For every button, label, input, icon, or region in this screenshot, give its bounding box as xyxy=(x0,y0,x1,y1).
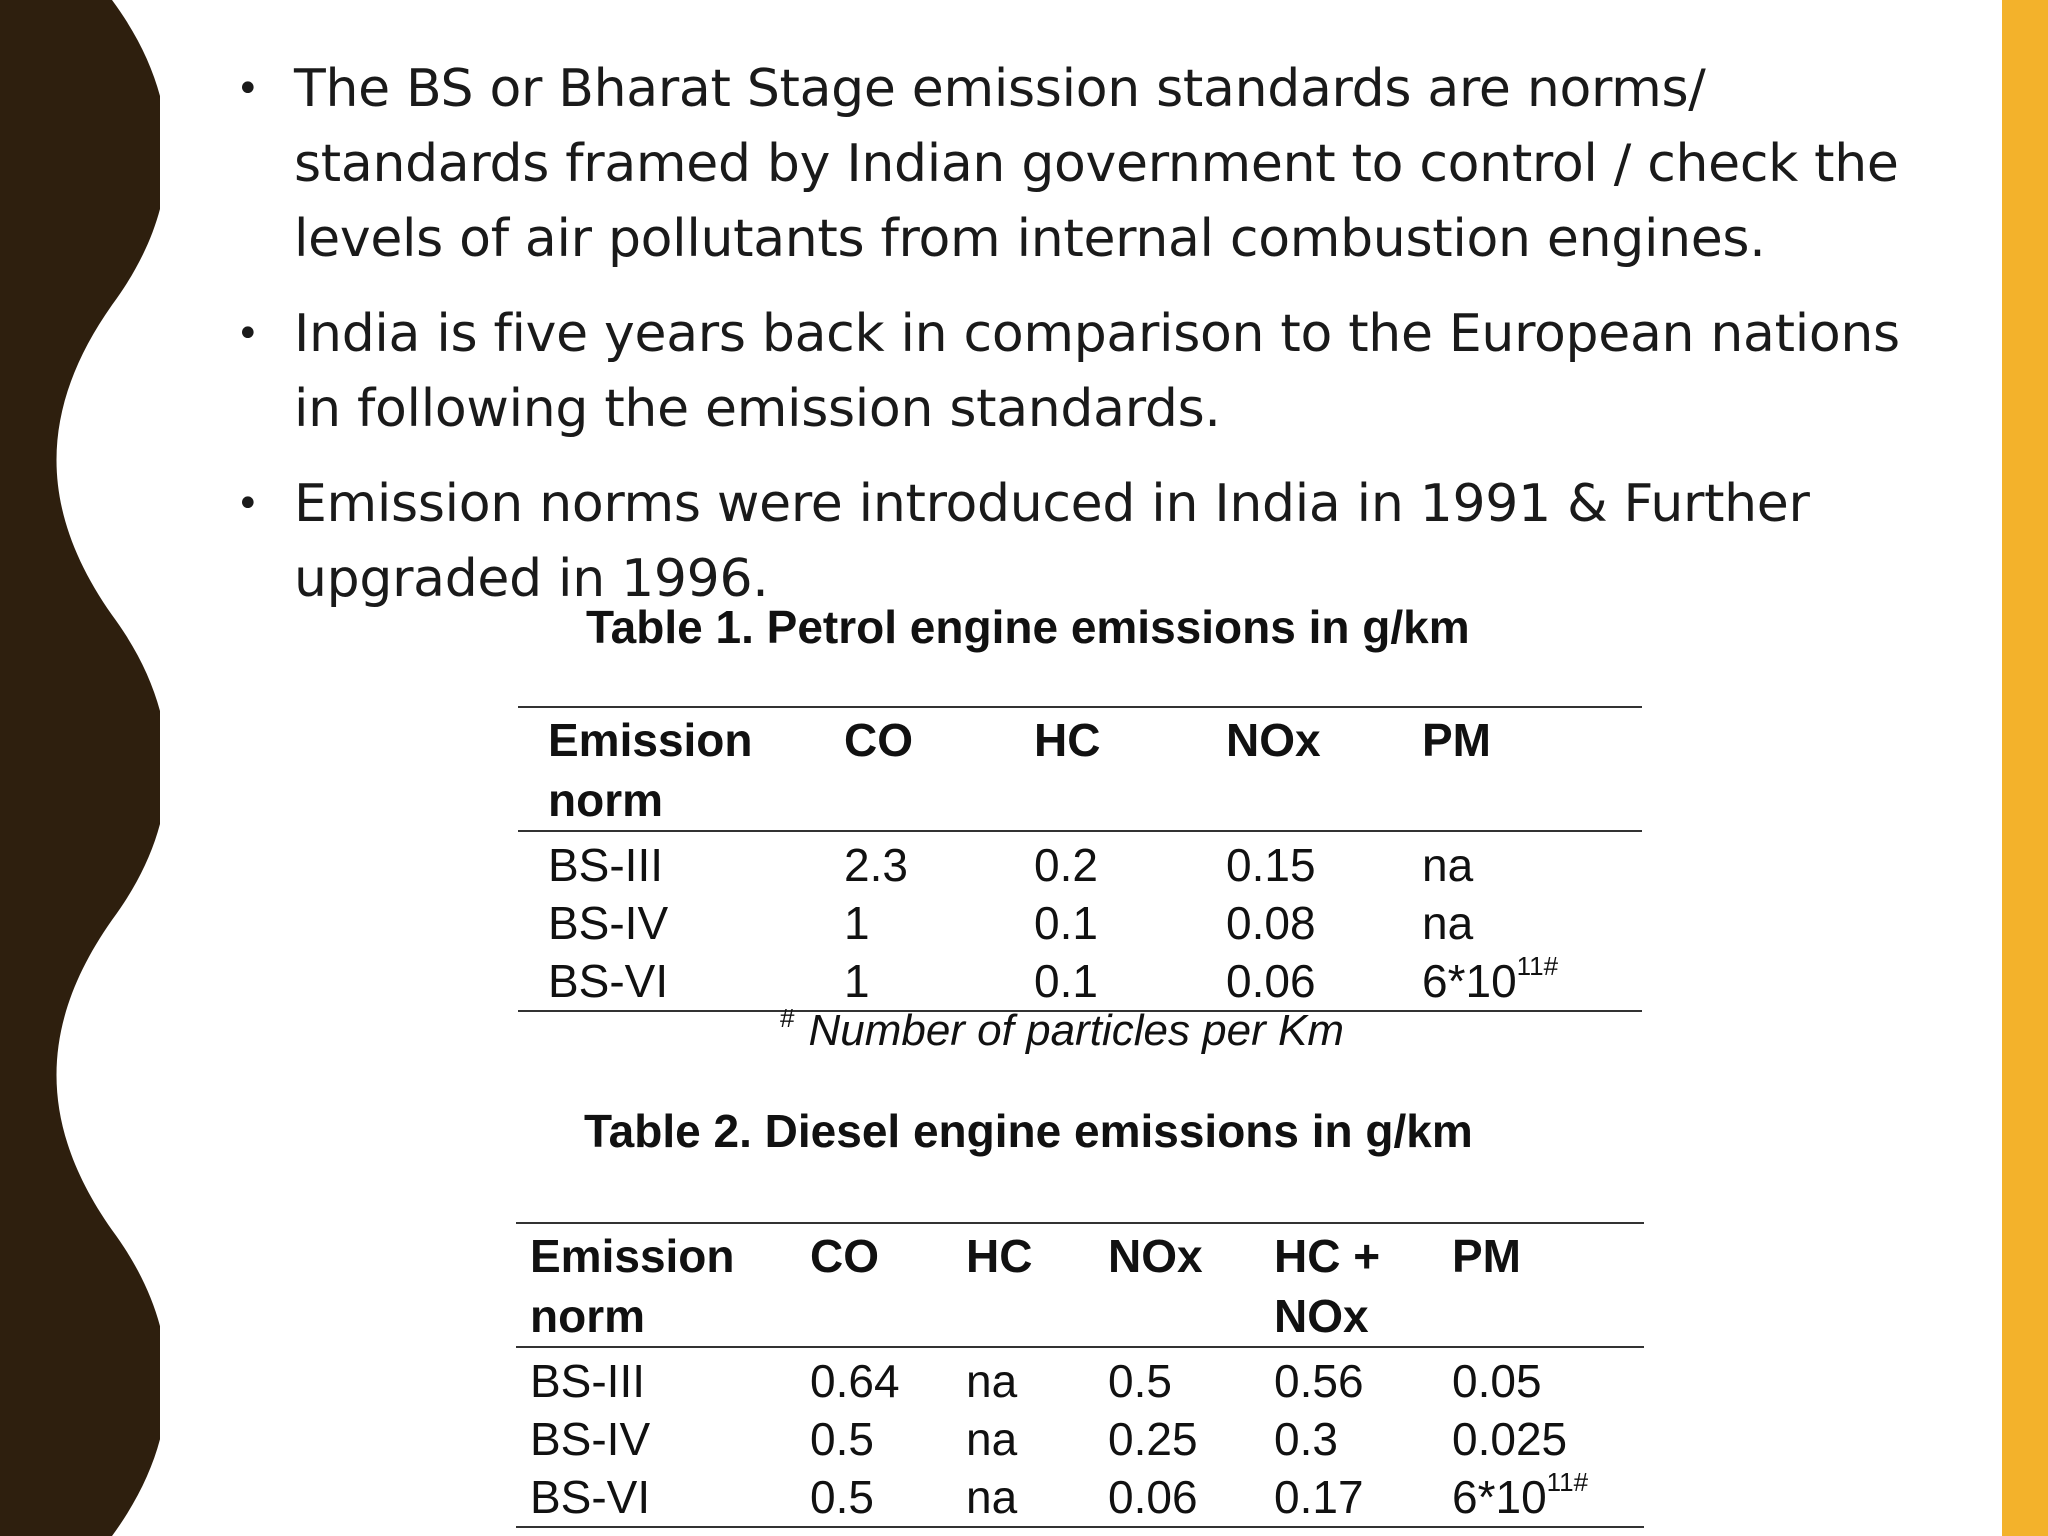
bullet-list xyxy=(236,52,1936,617)
table-cell: 0.08 xyxy=(1226,897,1316,949)
table-cell: 1 xyxy=(844,955,870,1007)
footnote-text: Number of particles per Km xyxy=(808,1006,1344,1055)
table-cell: na xyxy=(966,1471,1018,1523)
table-cell: 0.1 xyxy=(1034,955,1098,1007)
table-row xyxy=(518,831,1642,894)
bullet-text: The BS or Bharat Stage emission standards are norms/ standards framed by Indian government to control / check the levels of air pollutants from internal combustion engines. xyxy=(294,59,1899,269)
table-cell: BS-III xyxy=(548,839,664,891)
bullet-item xyxy=(236,467,1936,617)
table-cell xyxy=(1422,952,1642,1011)
table-cell: 0.15 xyxy=(1226,839,1316,891)
table-cell: BS-VI xyxy=(530,1471,651,1523)
header-cell: CO xyxy=(810,1230,879,1282)
footnote-mark: # xyxy=(780,1003,795,1033)
right-accent-bar xyxy=(2002,0,2048,1536)
bullet-item xyxy=(236,52,1936,277)
table-cell: 0.06 xyxy=(1226,955,1316,1007)
table-cell: 2.3 xyxy=(844,839,908,891)
header-cell: Emission norm xyxy=(548,714,753,826)
table-header-row xyxy=(516,1223,1644,1347)
table-cell: BS-IV xyxy=(548,897,669,949)
table-cell: 0.2 xyxy=(1034,839,1098,891)
table-row xyxy=(516,1410,1644,1468)
table-cell: 0.5 xyxy=(810,1413,874,1465)
table-cell: 0.5 xyxy=(1108,1355,1172,1407)
bullet-dot-icon: • xyxy=(236,66,260,112)
table-cell: na xyxy=(1422,839,1474,891)
table-row xyxy=(518,952,1642,1011)
table-cell: na xyxy=(966,1355,1018,1407)
table-row xyxy=(516,1347,1644,1410)
table-cell: BS-IV xyxy=(530,1413,651,1465)
header-cell: HC xyxy=(1034,714,1101,766)
table1-footnote xyxy=(780,1003,1344,1056)
table-cell: 0.17 xyxy=(1274,1471,1364,1523)
bullet-text: India is five years back in comparison to the European nations in following the emission standards. xyxy=(294,304,1900,439)
table-header-row xyxy=(518,707,1642,831)
table-cell: 0.1 xyxy=(1034,897,1098,949)
table-cell: BS-III xyxy=(530,1355,646,1407)
table-cell: na xyxy=(966,1413,1018,1465)
header-cell: PM xyxy=(1452,1230,1521,1282)
table-row xyxy=(518,894,1642,952)
pm-base-value: 6*10 xyxy=(1452,1471,1547,1523)
header-cell: CO xyxy=(844,714,913,766)
table-cell: 1 xyxy=(844,897,870,949)
pm-exponent: 11# xyxy=(1516,951,1559,981)
table1-caption: Table 1. Petrol engine emissions in g/km xyxy=(586,601,1470,653)
table2-caption: Table 2. Diesel engine emissions in g/km xyxy=(584,1105,1473,1157)
header-cell: Emission norm xyxy=(530,1230,735,1342)
table-cell: 0.05 xyxy=(1452,1355,1542,1407)
table-row xyxy=(516,1468,1644,1527)
table-cell: 0.25 xyxy=(1108,1413,1198,1465)
petrol-emissions-table xyxy=(518,706,1642,1012)
table-cell: 0.5 xyxy=(810,1471,874,1523)
header-cell: HC xyxy=(966,1230,1033,1282)
table-cell: 0.56 xyxy=(1274,1355,1364,1407)
table-cell: BS-VI xyxy=(548,955,669,1007)
table-cell: 0.06 xyxy=(1108,1471,1198,1523)
wavy-left-border xyxy=(0,0,160,1536)
header-cell: PM xyxy=(1422,714,1491,766)
bullet-dot-icon: • xyxy=(236,481,260,527)
bullet-dot-icon: • xyxy=(236,311,260,357)
diesel-emissions-table xyxy=(516,1222,1644,1528)
header-cell: NOx xyxy=(1226,714,1321,766)
pm-base-value: 6*10 xyxy=(1422,955,1517,1007)
header-cell: NOx xyxy=(1108,1230,1203,1282)
table-cell: 0.025 xyxy=(1452,1413,1568,1465)
table-cell: 0.64 xyxy=(810,1355,900,1407)
table-cell: na xyxy=(1422,897,1474,949)
bullet-item xyxy=(236,297,1936,447)
table-cell: 0.3 xyxy=(1274,1413,1338,1465)
bullet-text: Emission norms were introduced in India in 1991 & Further upgraded in 1996. xyxy=(294,474,1810,609)
pm-exponent: 11# xyxy=(1546,1467,1589,1497)
table-cell xyxy=(1452,1468,1644,1527)
header-cell: HC + NOx xyxy=(1274,1230,1381,1342)
